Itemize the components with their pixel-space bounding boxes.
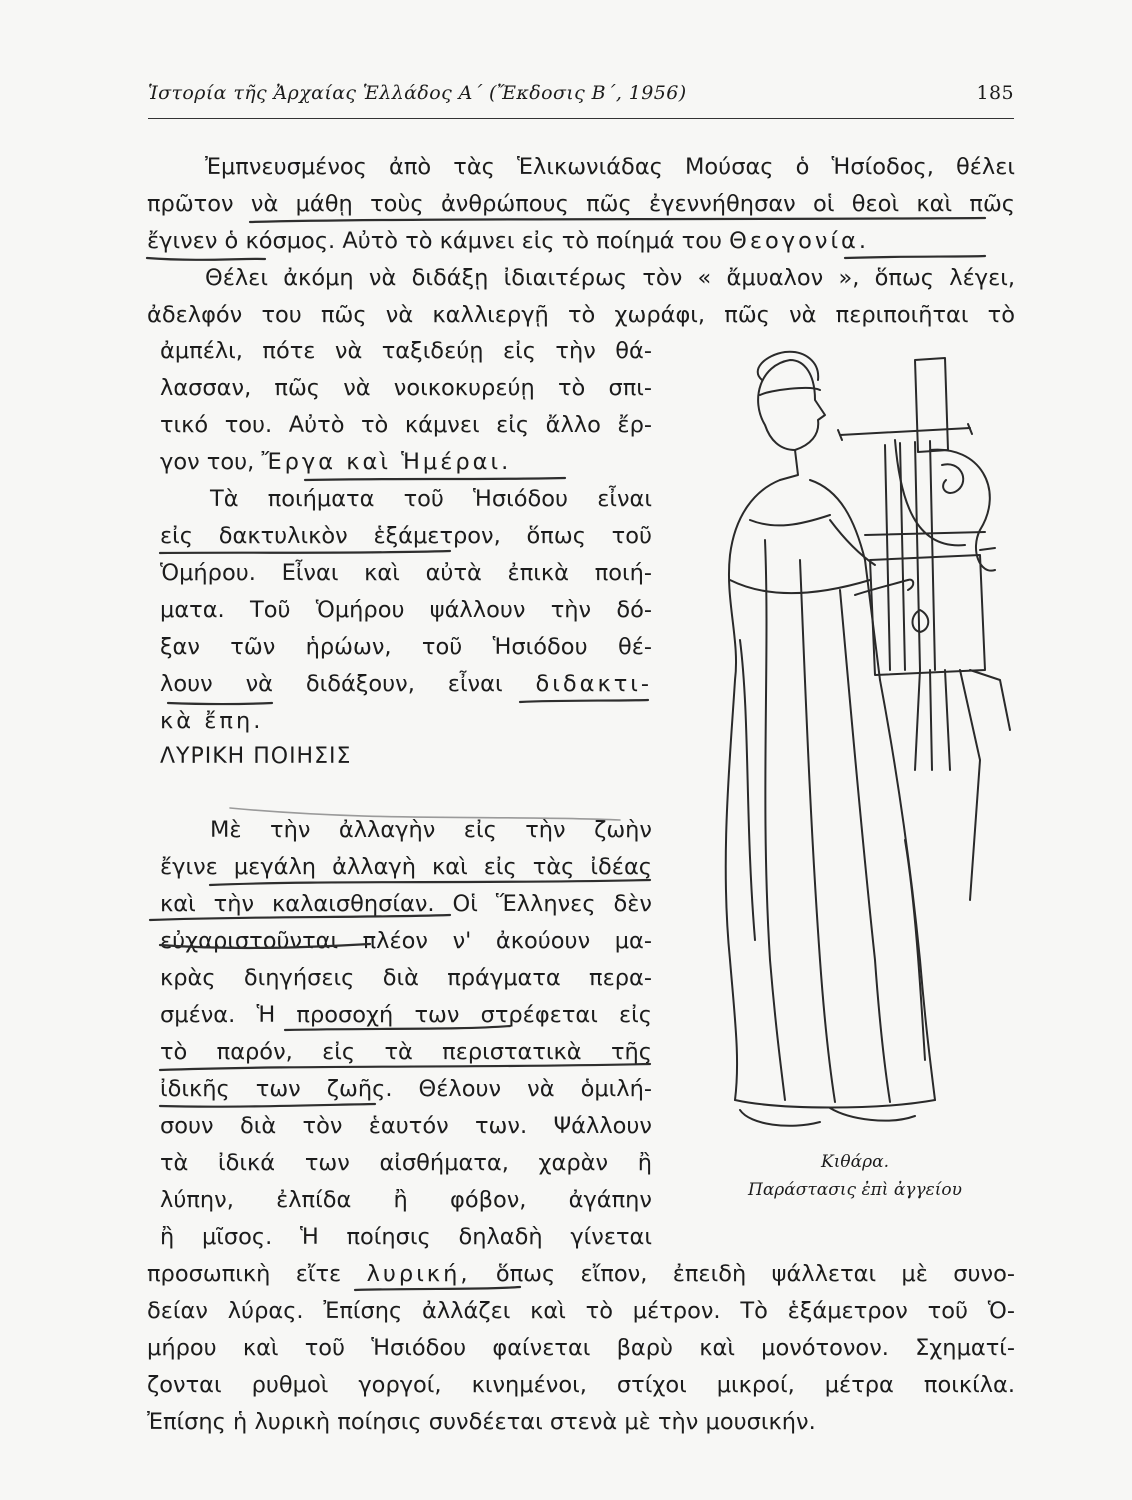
text-line: σουν διὰ τὸν ἑαυτόν των. Ψάλλουν bbox=[160, 1113, 652, 1139]
text-line: Ὁμήρου. Εἶναι καὶ αὐτὰ ἐπικὰ ποιή- bbox=[160, 560, 652, 586]
text-segment: ἔγινεν ὁ κόσμος. Αὐτὸ τὸ κάμνει εἰς τὸ ποίημά του bbox=[147, 228, 730, 254]
text-line: ἰδικῆς των ζωῆς. Θέλουν νὰ ὁμιλή- bbox=[160, 1076, 652, 1102]
text-line bbox=[160, 447, 652, 477]
text-segment: λουν νὰ διδάξουν, εἶναι bbox=[160, 671, 536, 697]
page-number: 185 bbox=[976, 82, 1014, 104]
text-line: τὰ ἰδικά των αἰσθήματα, χαρὰν ἢ bbox=[160, 1150, 652, 1176]
text-line bbox=[147, 1259, 1015, 1289]
running-header bbox=[148, 78, 1014, 119]
work-title-theogony: Θεογονία. bbox=[729, 228, 870, 254]
text-line: ἢ μῖσος. Ἡ ποίησις δηλαδὴ γίνεται bbox=[160, 1224, 652, 1250]
text-line: εἰς δακτυλικὸν ἑξάμετρον, ὅπως τοῦ bbox=[160, 523, 652, 549]
text-line: Τὰ ποιήματα τοῦ Ἡσιόδου εἶναι bbox=[210, 486, 652, 512]
text-line: ἔγινε μεγάλη ἀλλαγὴ καὶ εἰς τὰς ἰδέας bbox=[160, 854, 652, 880]
text-line: Θέλει ἀκόμη νὰ διδάξῃ ἰδιαιτέρως τὸν « ἄμυαλον », ὅπως λέγει, bbox=[205, 265, 1015, 291]
text-line: ἀμπέλι, πότε νὰ ταξιδεύῃ εἰς τὴν θά- bbox=[160, 338, 652, 364]
text-line: ξαν τῶν ἡρώων, τοῦ Ἡσιόδου θέ- bbox=[160, 634, 652, 660]
text-segment: προσωπικὴ εἴτε bbox=[147, 1261, 367, 1287]
text-line bbox=[160, 669, 652, 699]
text-line: κρὰς διηγήσεις διὰ πράγματα περα- bbox=[160, 965, 652, 991]
text-line: Μὲ τὴν ἀλλαγὴν εἰς τὴν ζωὴν bbox=[210, 817, 652, 843]
text-line: λασσαν, πῶς νὰ νοικοκυρεύῃ τὸ σπι- bbox=[160, 375, 652, 401]
term-didactic: διδακτι- bbox=[535, 671, 652, 697]
text-line: ζονται ρυθμοὶ γοργοί, κινημένοι, στίχοι μικροί, μέτρα ποικίλα. bbox=[147, 1372, 1015, 1398]
text-line: μήρου καὶ τοῦ Ἡσιόδου φαίνεται βαρὺ καὶ μονότονον. Σχηματί- bbox=[147, 1335, 1015, 1361]
text-line: τὸ παρόν, εἰς τὰ περιστατικὰ τῆς bbox=[160, 1039, 652, 1065]
figure-caption-title: Κιθάρα. bbox=[821, 1152, 889, 1172]
text-line: εὐχαριστοῦνται πλέον ν' ἀκούουν μα- bbox=[160, 928, 652, 954]
text-line: Ἐπίσης ἡ λυρικὴ ποίησις συνδέεται στενὰ μὲ τὴν μουσικήν. bbox=[147, 1409, 816, 1435]
text-line: τικό του. Αὐτὸ τὸ κάμνει εἰς ἄλλο ἔρ- bbox=[160, 412, 652, 438]
term-lyric: λυρική, bbox=[366, 1261, 471, 1287]
section-heading: ΛΥΡΙΚΗ ΠΟΙΗΣΙΣ bbox=[160, 744, 352, 769]
text-line bbox=[147, 226, 1015, 256]
text-line: κὰ ἔπη. bbox=[160, 708, 264, 734]
kithara-illustration bbox=[680, 340, 1020, 1140]
text-line: λύπην, ἐλπίδα ἢ φόβον, ἀγάπην bbox=[160, 1187, 652, 1213]
text-line: Ἐμπνευσμένος ἀπὸ τὰς Ἑλικωνιάδας Μούσας ὁ Ἡσίοδος, θέλει bbox=[205, 154, 1015, 180]
text-line: ματα. Τοῦ Ὁμήρου ψάλλουν τὴν δό- bbox=[160, 597, 652, 623]
text-line: καὶ τὴν καλαισθησίαν. Οἱ Ἕλληνες δὲν bbox=[160, 891, 652, 917]
text-segment: γον του, bbox=[160, 449, 262, 475]
text-line: σμένα. Ἡ προσοχή των στρέφεται εἰς bbox=[160, 1002, 652, 1028]
figure-caption-subtitle: Παράστασις ἐπὶ ἀγγείου bbox=[748, 1180, 962, 1200]
text-line: ἀδελφόν του πῶς νὰ καλλιεργῇ τὸ χωράφι, πῶς νὰ περιποιῆται τὸ bbox=[147, 302, 1015, 328]
text-segment: ὅπως εἴπον, ἐπειδὴ ψάλλεται μὲ συνο- bbox=[470, 1261, 1015, 1287]
text-line: δείαν λύρας. Ἐπίσης ἀλλάζει καὶ τὸ μέτρον. Τὸ ἑξάμετρον τοῦ Ὁ- bbox=[147, 1298, 1015, 1324]
header-title: Ἱστορία τῆς Ἀρχαίας Ἑλλάδος Α΄ (Ἔκδοσις Β΄, 1956) bbox=[148, 82, 687, 104]
text-line: πρῶτον νὰ μάθῃ τοὺς ἀνθρώπους πῶς ἐγεννήθησαν οἱ θεοὶ καὶ πῶς bbox=[147, 191, 1015, 217]
work-title-works-and-days: Ἔργα καὶ Ἡμέραι. bbox=[261, 449, 512, 475]
